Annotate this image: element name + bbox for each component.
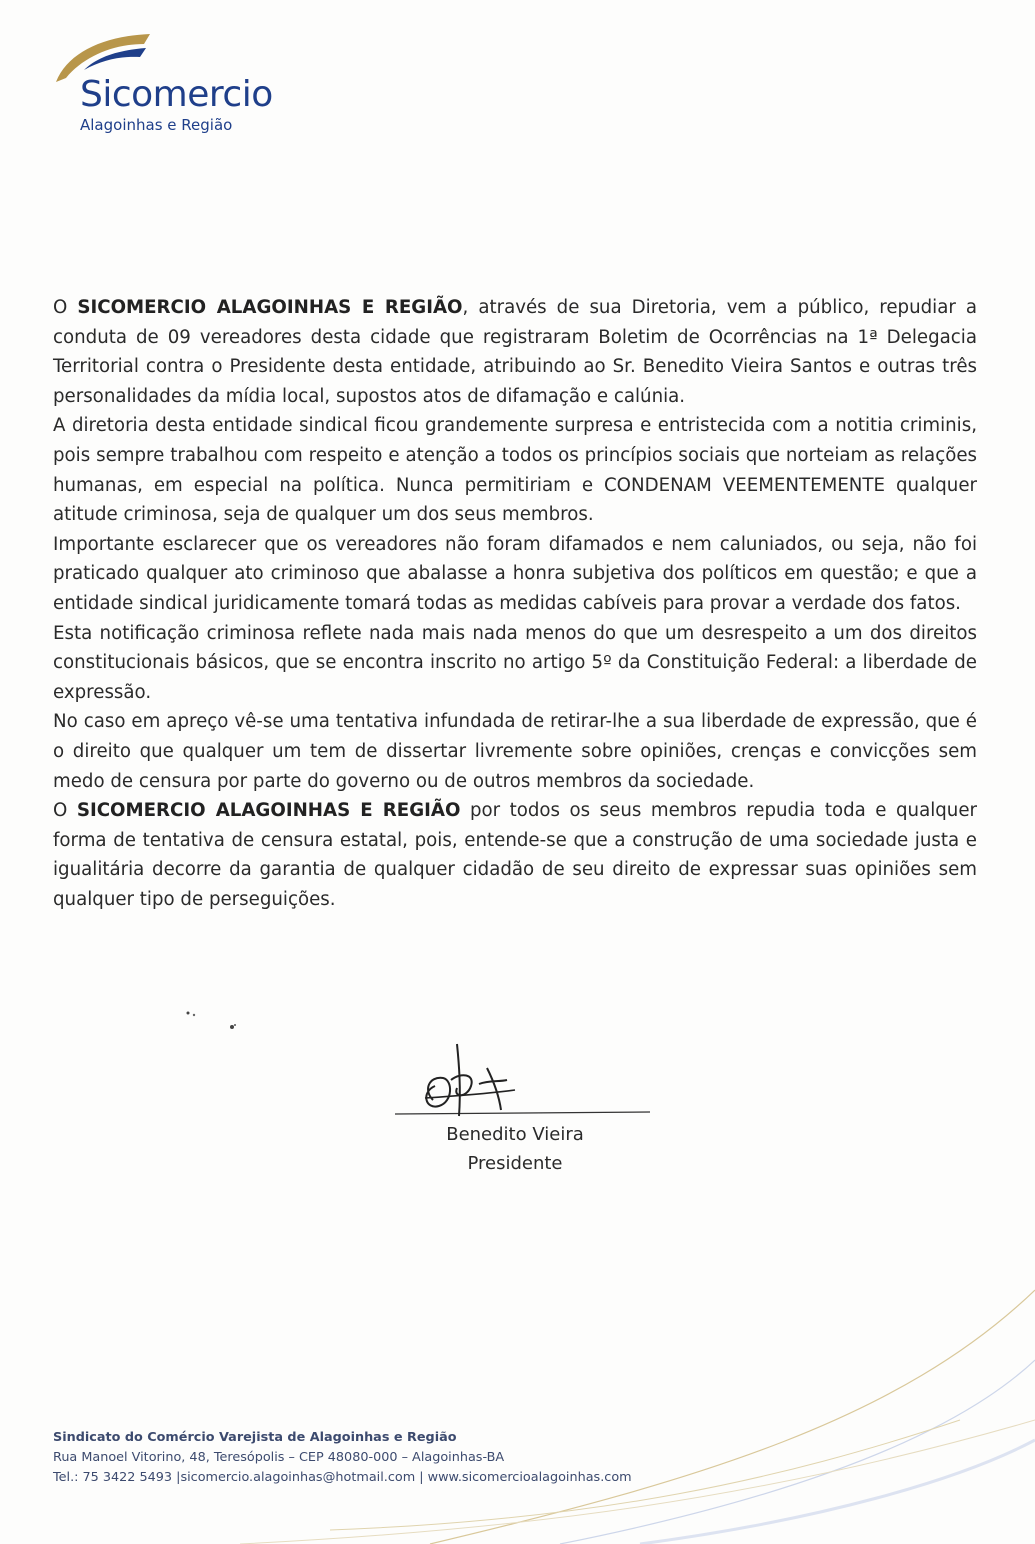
- entity-name-bold: SICOMERCIO ALAGOINHAS E REGIÃO: [76, 800, 461, 822]
- paragraph-1-text: , através de sua Diretoria, vem a público, repudiar a conduta de 09 vereadores desta cidade que registraram Boletim de Ocorrências na 1ª Delegacia Territorial contra o Presidente desta entidade, atribuindo ao Sr. Benedito Vieira Santos e outras três personalidades da mídia local, supostos atos de difamação e calúnia.: [53, 297, 977, 407]
- paragraph-3: Importante esclarecer que os vereadores não foram difamados e nem caluniados, ou seja, não foi praticado qualquer ato criminoso que abalasse a honra subjetiva dos políticos em questão; e que a entidade sindical juridicamente tomará todas as medidas cabíveis para provar a verdade dos fatos.: [53, 533, 977, 614]
- paragraph-4: Esta notificação criminosa reflete nada mais nada menos do que um desrespeito a um dos direitos constitucionais básicos, que se encontra inscrito no artigo 5º da Constituição Federal: a liberdade de expressão.: [53, 622, 977, 703]
- signatory-name: Benedito Vieira: [446, 1124, 584, 1145]
- paragraph-6-pre: O: [53, 800, 77, 822]
- paragraph-6-text: por todos os seus membros repudia toda e qualquer forma de tentativa de censura estatal, pois, entende-se que a construção de uma sociedade justa e igualitária decorre da garantia de qualquer cidadão de seu direito de expressar suas opiniões sem qualquer tipo de perseguições.: [53, 800, 978, 910]
- footer-contact: Tel.: 75 3422 5493 |sicomercio.alagoinhas@hotmail.com | www.sicomercioalagoinhas.com: [53, 1470, 632, 1485]
- sicomercio-logo: [54, 30, 294, 140]
- logo-name: Sicomercio: [80, 74, 273, 115]
- paragraph-1-pre: O: [53, 297, 78, 318]
- logo-subtitle: Alagoinhas e Região: [80, 116, 233, 134]
- footer-organization: Sindicato do Comércio Varejista de Alagoinhas e Região: [53, 1430, 457, 1445]
- footer: [53, 1428, 632, 1488]
- paragraph-5: No caso em apreço vê-se uma tentativa infundada de retirar-lhe a sua liberdade de expressão, que é o direito que qualquer um tem de dissertar livremente sobre opiniões, crenças e convicções sem medo de censura por parte do governo ou de outros membros da sociedade.: [53, 711, 977, 792]
- letter-body: [53, 293, 977, 914]
- handwritten-signature: [395, 1040, 655, 1125]
- footer-address: Rua Manoel Vitorino, 48, Teresópolis – CEP 48080-000 – Alagoinhas-BA: [53, 1450, 505, 1465]
- signatory-role: Presidente: [467, 1153, 563, 1174]
- paragraph-2: A diretoria desta entidade sindical ficou grandemente surpresa e entristecida com a notitia criminis, pois sempre trabalhou com respeito e atenção a todos os princípios sociais que norteiam as relações humanas, em especial na política. Nunca permitiriam e CONDENAM VEEMENTEMENTE qualquer atitude criminosa, seja de qualquer um dos seus membros.: [53, 415, 977, 526]
- entity-name-bold: SICOMERCIO ALAGOINHAS E REGIÃO: [77, 297, 463, 318]
- paragraph-6: [53, 796, 977, 914]
- paragraph-1: [53, 293, 977, 411]
- scan-specks: [180, 1005, 250, 1045]
